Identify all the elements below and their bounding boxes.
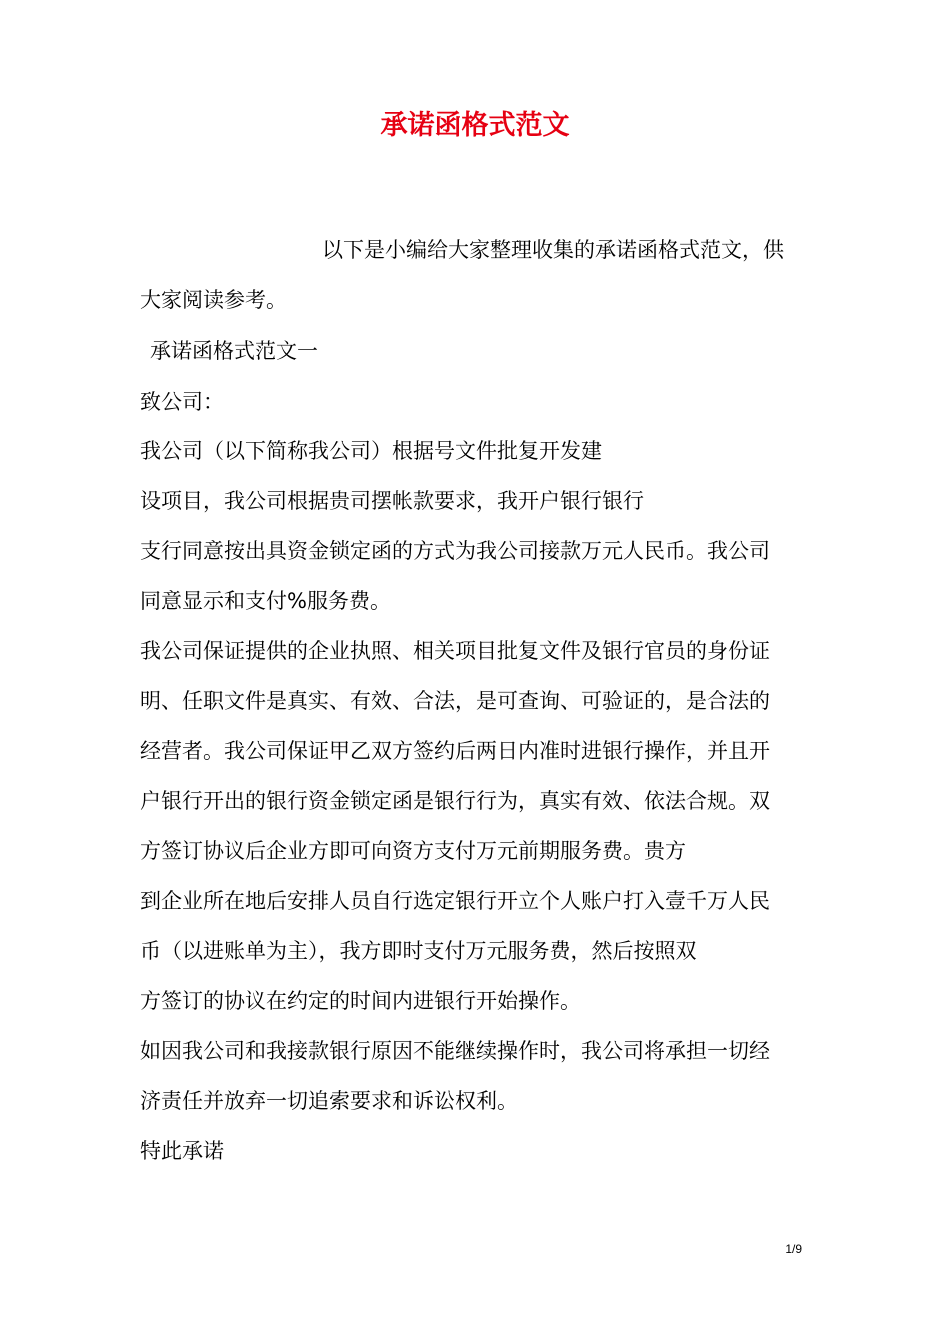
paragraph-line: 大家阅读参考。: [140, 288, 287, 312]
paragraph-line: 方签订的协议在约定的时间内进银行开始操作。: [140, 989, 581, 1013]
paragraph-line: 同意显示和支付%服务费。: [140, 589, 391, 613]
paragraph-line: 明、任职文件是真实、有效、合法，是可查询、可验证的，是合法的: [140, 689, 770, 713]
paragraph-line: 我公司（以下简称我公司）根据号文件批复开发建: [140, 439, 602, 463]
paragraph-line: 方签订协议后企业方即可向资方支付万元前期服务费。贵方: [140, 839, 686, 863]
paragraph-line: 济责任并放弃一切追索要求和诉讼权利。: [140, 1089, 518, 1113]
closing-line: 特此承诺: [140, 1139, 224, 1163]
paragraph-line: 如因我公司和我接款银行原因不能继续操作时，我公司将承担一切经: [140, 1039, 770, 1063]
paragraph-line: 以下是小编给大家整理收集的承诺函格式范文，供: [322, 238, 784, 262]
paragraph-line: 到企业所在地后安排人员自行选定银行开立个人账户打入壹千万人民: [140, 889, 770, 913]
page-indicator: 1/9: [785, 1242, 802, 1256]
paragraph-line: 户银行开出的银行资金锁定函是银行行为，真实有效、依法合规。双: [140, 789, 770, 813]
paragraph-line: 经营者。我公司保证甲乙双方签约后两日内准时进银行操作，并且开: [140, 739, 770, 763]
salutation: 致公司：: [140, 390, 224, 414]
paragraph-line: 我公司保证提供的企业执照、相关项目批复文件及银行官员的身份证: [140, 639, 770, 663]
paragraph-line: 币（以进账单为主），我方即时支付万元服务费，然后按照双: [140, 939, 697, 963]
document-title: 承诺函格式范文: [380, 110, 570, 141]
paragraph-line: 设项目，我公司根据贵司摆帐款要求，我开户银行银行: [140, 489, 644, 513]
section-heading: 承诺函格式范文一: [150, 339, 318, 363]
paragraph-line: 支行同意按出具资金锁定函的方式为我公司接款万元人民币。我公司: [140, 539, 770, 563]
